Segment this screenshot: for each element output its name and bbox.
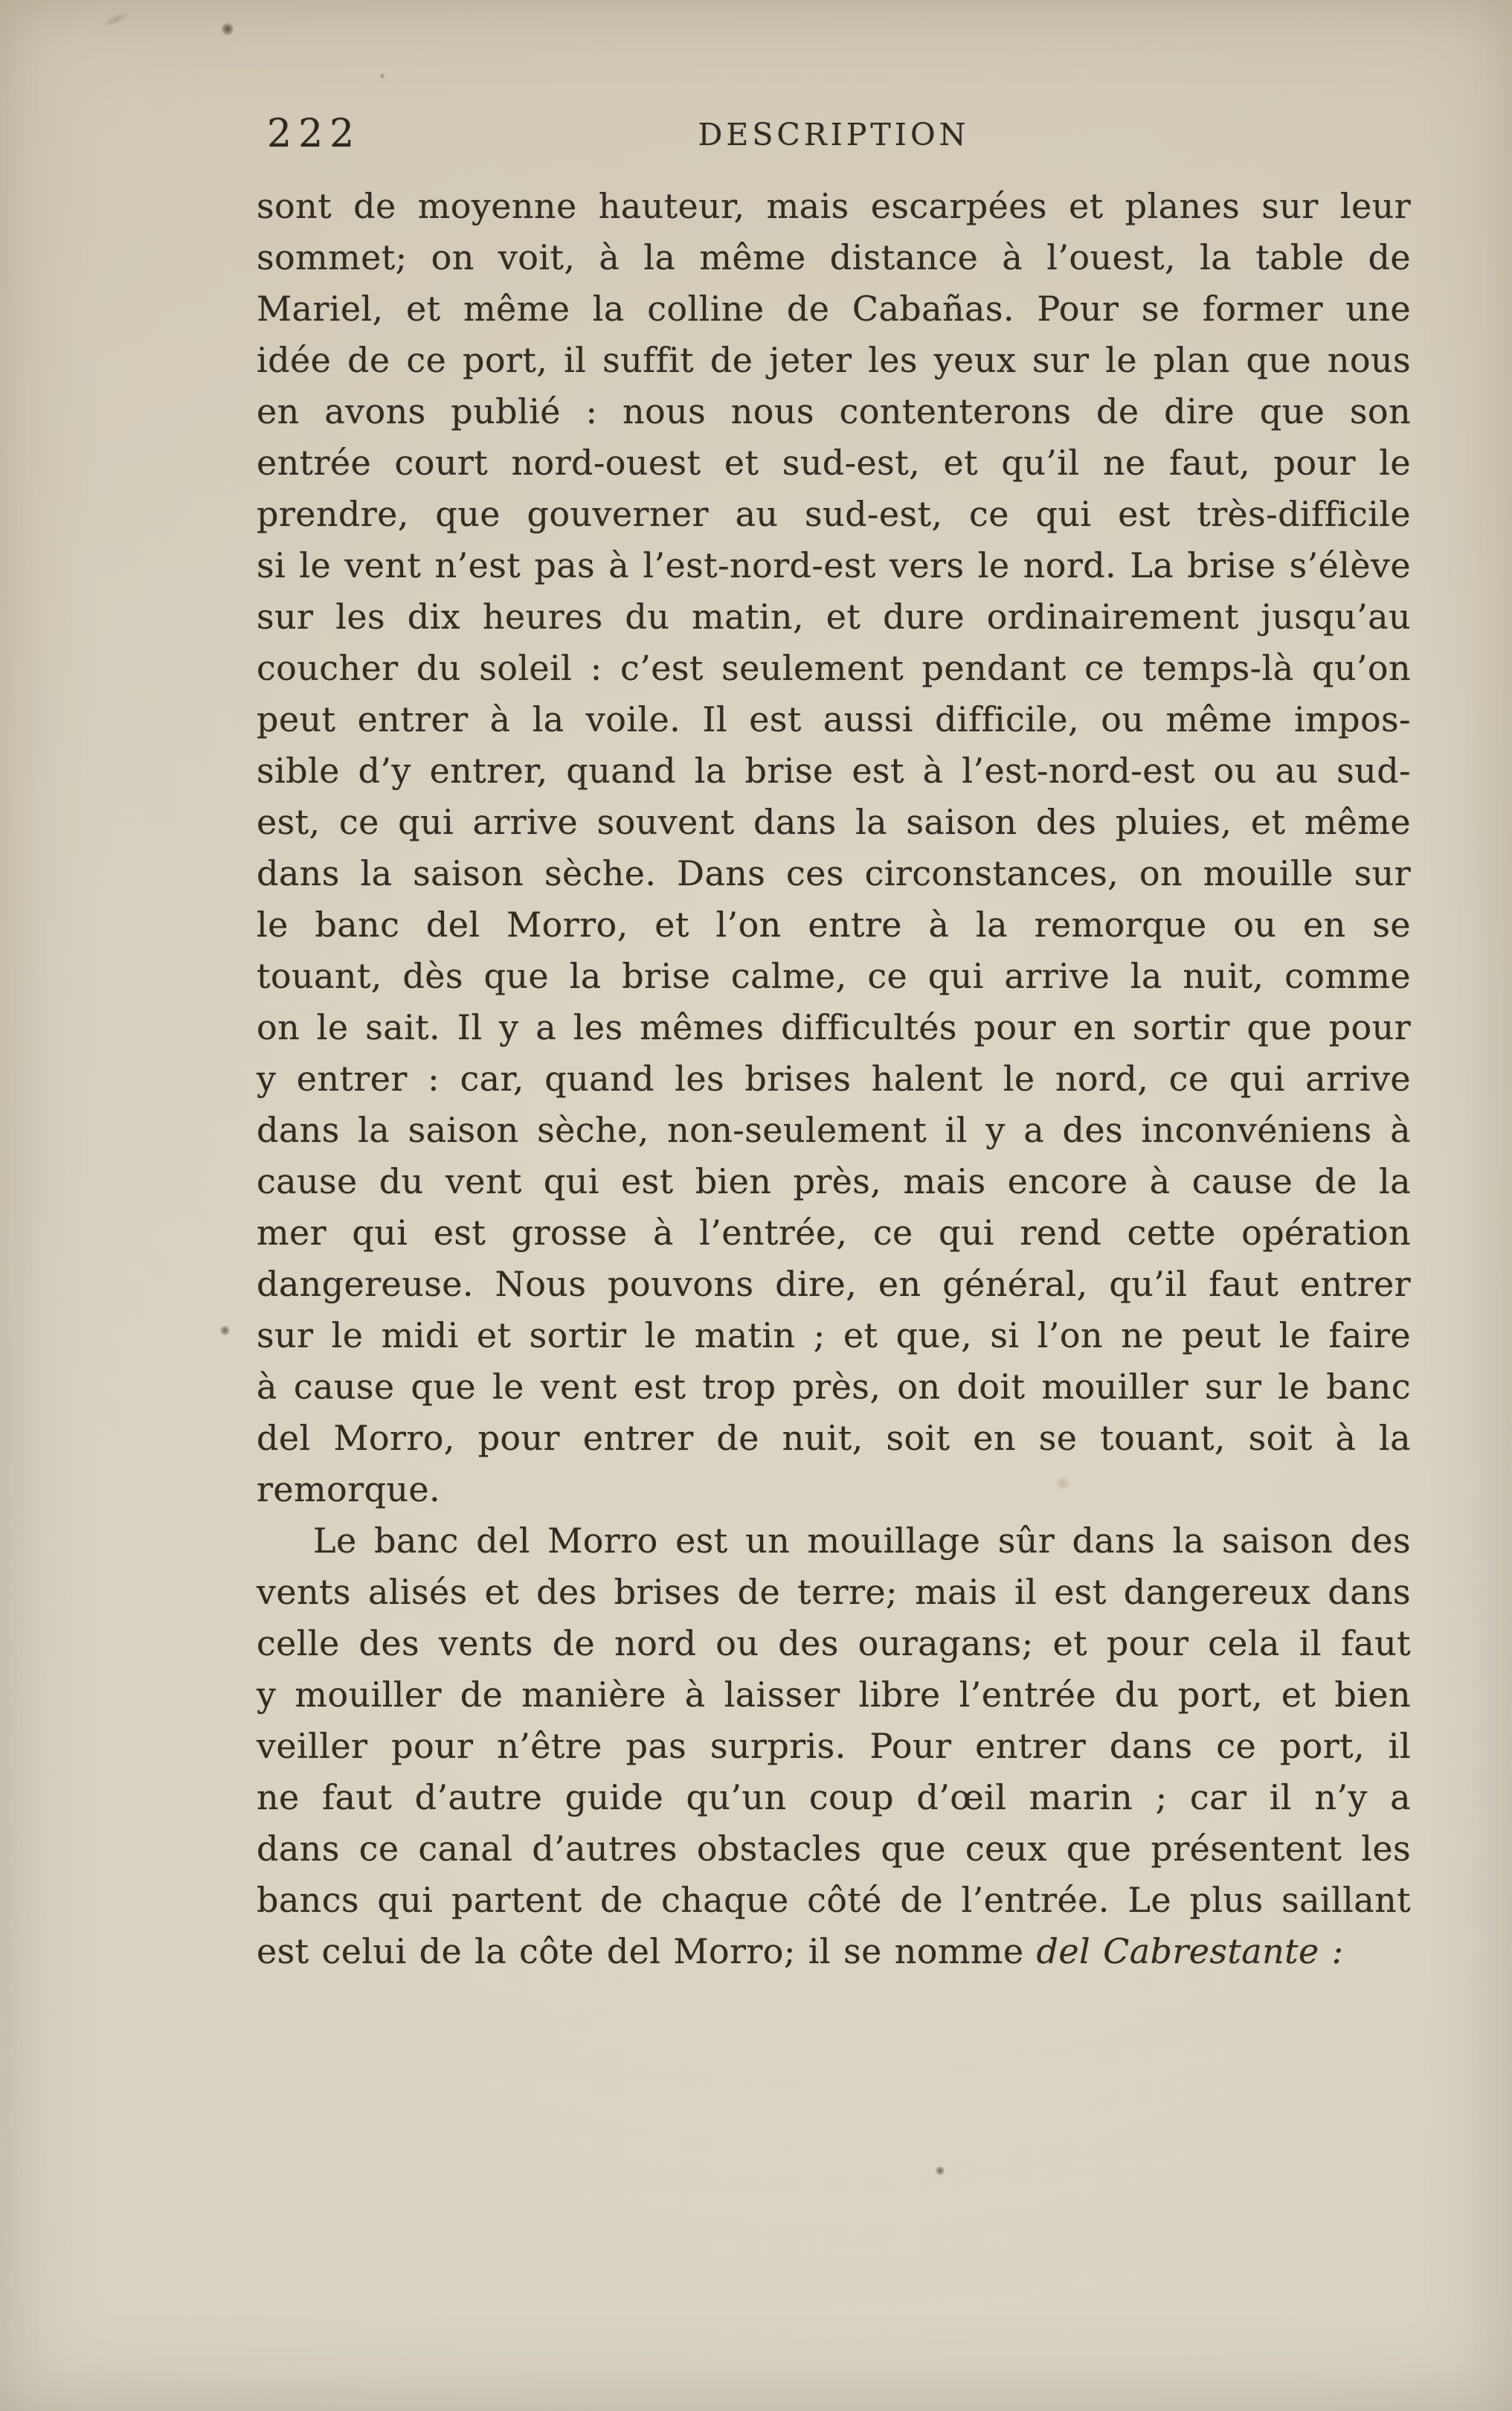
text-line: sible d’y entrer, quand la brise est à l’est-nord-est ou au sud- [257,751,1411,791]
text-line: prendre, que gouverner au sud-est, ce qui est très-difficile [257,494,1411,534]
text-line: remorque. [257,1469,441,1509]
text-line: le banc del Morro, et l’on entre à la remorque ou en se [257,905,1411,945]
ink-speck [379,73,385,79]
text-line: entrée court nord-ouest et sud-est, et qu’il ne faut, pour le [257,443,1411,483]
text-line: est, ce qui arrive souvent dans la saison des pluies, et même [257,802,1411,842]
text-line: sur les dix heures du matin, et dure ordinairement jusqu’au [257,597,1411,637]
text-line: del Morro, pour entrer de nuit, soit en se touant, soit à la [257,1418,1411,1458]
ink-speck [936,2166,945,2175]
text-line: à cause que le vent est trop près, on doit mouiller sur le banc [257,1367,1411,1407]
ink-speck [220,1326,230,1335]
italic-text-segment: del Cabrestante : [1036,1931,1344,1971]
paper-smudge [100,9,131,30]
body-text [257,181,1411,1977]
text-line: dangereuse. Nous pouvons dire, en général, qu’il faut entrer [257,1264,1411,1304]
text-line: bancs qui partent de chaque côté de l’entrée. Le plus saillant [257,1880,1411,1920]
text-line: ne faut d’autre guide qu’un coup d’œil marin ; car il n’y a [257,1777,1411,1817]
text-line: peut entrer à la voile. Il est aussi difficile, ou même impos- [257,699,1411,739]
text-line: si le vent n’est pas à l’est-nord-est vers le nord. La brise s’élève [257,545,1411,585]
ink-speck [222,22,234,36]
text-line: idée de ce port, il suffit de jeter les yeux sur le plan que nous [257,340,1411,380]
text-line: dans ce canal d’autres obstacles que ceux que présentent les [257,1829,1411,1869]
text-line: y entrer : car, quand les brises halent le nord, ce qui arrive [257,1059,1411,1099]
page-header [257,112,1411,164]
text-line: touant, dès que la brise calme, ce qui arrive la nuit, comme [257,956,1411,996]
text-line: dans la saison sèche, non-seulement il y a des inconvéniens à [257,1110,1411,1150]
text-line: Le banc del Morro est un mouillage sûr dans la saison des [313,1521,1411,1561]
text-line: vents alisés et des brises de terre; mais il est dangereux dans [257,1572,1411,1612]
text-line: Mariel, et même la colline de Cabañas. Pour se former une [257,289,1411,329]
text-line: cause du vent qui est bien près, mais encore à cause de la [257,1161,1411,1201]
text-segment: est celui de la côte del Morro; il se nomme [257,1931,1037,1971]
text-line: on le sait. Il y a les mêmes difficultés pour en sortir que pour [257,1007,1411,1047]
text-line: veiller pour n’être pas surpris. Pour entrer dans ce port, il [257,1726,1411,1766]
text-line: sur le midi et sortir le matin ; et que, si l’on ne peut le faire [257,1315,1411,1355]
text-line: en avons publié : nous nous contenterons de dire que son [257,391,1411,431]
text-line: sommet; on voit, à la même distance à l’ouest, la table de [257,237,1411,277]
page-number: 222 [267,112,361,156]
text-line: coucher du soleil : c’est seulement pendant ce temps-là qu’on [257,648,1411,688]
text-line: y mouiller de manière à laisser libre l’entrée du port, et bien [257,1675,1411,1715]
running-title: DESCRIPTION [698,117,970,153]
text-line: dans la saison sèche. Dans ces circonstances, on mouille sur [257,853,1411,893]
text-line: celle des vents de nord ou des ouragans; et pour cela il faut [257,1623,1411,1663]
text-line: mer qui est grosse à l’entrée, ce qui rend cette opération [257,1213,1411,1253]
text-line [257,1926,1411,1977]
text-line: sont de moyenne hauteur, mais escarpées et planes sur leur [257,186,1411,226]
